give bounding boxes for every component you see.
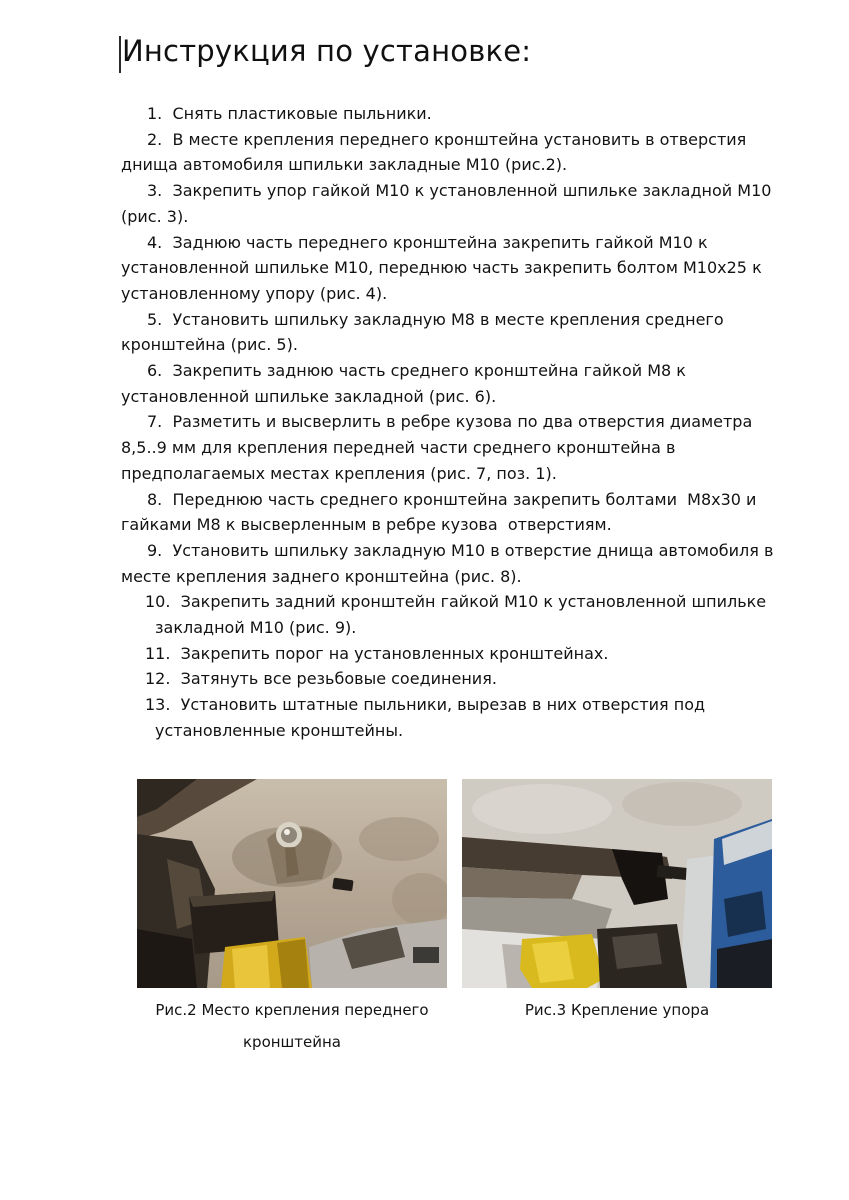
step-item-8: 8. Переднюю часть среднего кронштейна закрепить болтами М8х30 и гайками М8 к высверленным в ребре кузова отверстиям. (121, 489, 757, 535)
step-item-2: 2. В месте крепления переднего кронштейна установить в отверстия днища автомобиля шпильки закладные М10 (рис.2). (121, 129, 747, 175)
step-item-7: 7. Разметить и высверлить в ребре кузова по два отверстия диаметра 8,5..9 мм для крепления передней части среднего кронштейна в предполагаемых местах крепления (рис. 7, поз. 1). (121, 412, 753, 483)
page-title: Инструкция по установке: (122, 34, 532, 68)
figure-2 (137, 779, 447, 1058)
support-bracket-photo-illustration (462, 779, 772, 988)
step-item-6: 6. Закрепить заднюю часть среднего кронштейна гайкой М8 к установленной шпильке закладной (рис. 6). (121, 361, 686, 406)
step-item-11: 11. Закрепить порог на установленных кронштейнах. (145, 643, 609, 663)
instruction-list (121, 101, 781, 744)
step-item-12: 12. Затянуть все резьбовые соединения. (145, 669, 497, 689)
step-item-9: 9. Установить шпильку закладную М10 в отверстие днища автомобиля в месте крепления заднего кронштейна (рис. 8). (121, 540, 774, 586)
figure-3-caption: Рис.3 Крепление упора (524, 1001, 710, 1019)
figure-2-photo (137, 779, 447, 988)
step-item-3: 3. Закрепить упор гайкой М10 к установленной шпильке закладной М10 (рис. 3). (121, 181, 772, 226)
figure-3 (462, 779, 772, 1027)
underbody-front-mount-photo-illustration (137, 779, 447, 988)
figure-3-photo (462, 779, 772, 988)
step-item-4: 4. Заднюю часть переднего кронштейна закрепить гайкой М10 к установленной шпильке М10, переднюю часть закрепить болтом М10х25 к установленному упору (рис. 4). (121, 232, 762, 303)
step-item-10: 10. Закрепить задний кронштейн гайкой М10 к установленной шпильке закладной М10 (рис. 9). (145, 592, 767, 638)
figures-row (137, 779, 773, 1058)
figure-2-caption: Рис.2 Место крепления переднего кронштейна (155, 1001, 429, 1051)
step-item-13: 13. Установить штатные пыльники, вырезав в них отверстия под установленные кронштейны. (145, 695, 706, 740)
text-cursor (119, 36, 121, 73)
step-item-1: 1. Снять пластиковые пыльники. (147, 104, 432, 123)
step-item-5: 5. Установить шпильку закладную М8 в месте крепления среднего кронштейна (рис. 5). (121, 309, 724, 355)
